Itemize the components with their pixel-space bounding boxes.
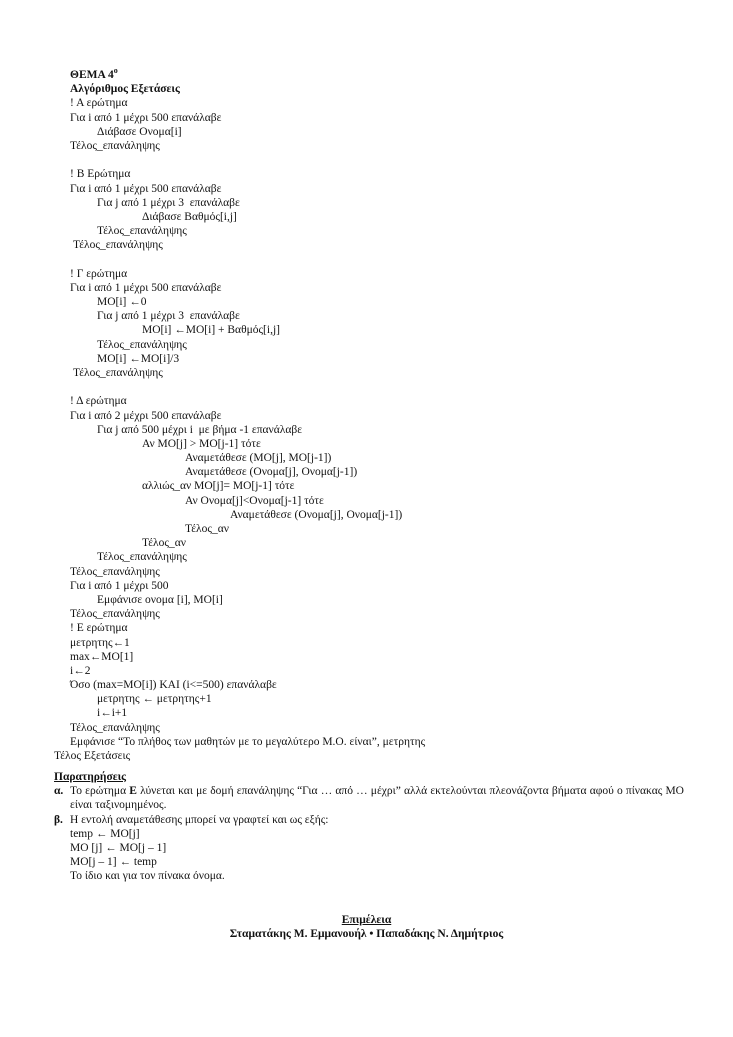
note-text: Το ερώτημα Ε λύνεται και με δομή επανάληψης “Για … από … μέχρι” αλλά εκτελούνται πλεονάζοντα βήματα αφού ο πίνακας ΜΟ είναι ταξινομημένος. [70,785,684,812]
note-marker: β. [54,813,63,826]
code-line: Για i από 1 μέχρι 500 επανάλαβε [70,111,222,124]
code-line: Εμφάνισε ονομα [i], ΜΟ[i] [97,593,223,606]
part-b-comment: ! Β Ερώτημα [70,168,131,181]
code-line: Αναμετάθεσε (Ονομα[j], Ονομα[j-1]) [230,508,403,521]
code-line: Για i από 2 μέχρι 500 επανάλαβε [70,409,222,422]
note-text: Η εντολή αναμετάθεσης μπορεί να γραφτεί και ως εξής: [70,813,329,826]
code-line: i←2 [70,664,91,677]
algorithm-listing [54,66,690,763]
code-line: ΜΟ [j] ← ΜΟ[j – 1] [70,841,167,854]
code-line: Αναμετάθεσε (Ονομα[j], Ονομα[j-1]) [185,466,358,479]
code-line: ΜΟ[i] ←0 [97,296,147,308]
code-line: Αν Ονομα[j]<Ονομα[j-1] τότε [185,494,324,507]
credits-footer [0,913,733,941]
code-line: Για j από 1 μέχρι 3 επανάλαβε [97,196,240,209]
note-beta [54,813,684,827]
note-marker: α. [54,785,64,798]
part-e-comment: ! Ε ερώτημα [70,622,128,635]
code-line: ΜΟ[i] ←ΜΟ[i] + Βαθμός[i,j] [142,324,280,337]
part-c-comment: ! Γ ερώτημα [70,267,128,280]
code-line: Τέλος_αν [142,537,186,550]
code-line: temp ← ΜΟ[j] [70,827,140,840]
code-line: Τέλος_επανάληψης [73,366,163,379]
code-line: Όσο (max=ΜΟ[i]) ΚΑΙ (i<=500) επανάλαβε [70,679,277,692]
notes-heading: Παρατηρήσεις [54,771,127,783]
code-line: Τέλος_επανάληψης [70,721,160,734]
algorithm-title: Αλγόριθμος Εξετάσεις [70,83,180,96]
code-line: αλλιώς_αν ΜΟ[j]= ΜΟ[j-1] τότε [142,480,295,493]
code-line: Διάβασε Ονομα[i] [97,125,182,138]
code-line: Για i από 1 μέχρι 500 επανάλαβε [70,281,222,294]
part-a-comment: ! Α ερώτημα [70,97,128,110]
code-line: Εμφάνισε “Το πλήθος των μαθητών με το μεγαλύτερο Μ.Ο. είναι”, μετρητης [70,735,426,748]
notes-section [54,770,684,884]
code-line: Τέλος_επανάληψης [97,338,187,351]
code-line: Τέλος_επανάληψης [70,139,160,152]
code-line: Τέλος_επανάληψης [97,225,187,238]
code-line: ΜΟ[i] ←ΜΟ[i]/3 [97,352,180,365]
code-line: Για j από 1 μέχρι 3 επανάλαβε [97,310,240,323]
code-line: Διάβασε Βαθμός[i,j] [142,210,237,223]
code-line: max←ΜΟ[1] [70,650,134,663]
note-text: Το ίδιο και για τον πίνακα όνομα. [70,870,225,883]
code-line: μετρητης←1 [70,636,130,649]
code-line: μετρητης ← μετρητης+1 [97,693,212,706]
code-line: Αναμετάθεσε (ΜΟ[j], ΜΟ[j-1]) [185,452,332,465]
code-line: Αν ΜΟ[j] > ΜΟ[j-1] τότε [142,437,261,450]
code-line: Για i από 1 μέχρι 500 [70,579,169,592]
credits-label: Επιμέλεια [341,914,392,926]
credits-authors: Σταματάκης Μ. Εμμανουήλ • Παπαδάκης Ν. Δημήτριος [229,928,504,941]
code-line: ΜΟ[j – 1] ← temp [70,856,157,869]
code-line: Τέλος_επανάληψης [97,551,187,564]
code-line: Τέλος_επανάληψης [70,565,160,578]
code-line: Τέλος_επανάληψης [73,239,163,252]
algorithm-end: Τέλος Εξετάσεις [54,750,131,762]
code-line: Τέλος_επανάληψης [70,608,160,621]
part-d-comment: ! Δ ερώτημα [70,395,127,408]
code-line: Για i από 1 μέχρι 500 επανάλαβε [70,182,222,195]
code-line: Τέλος_αν [185,523,229,535]
note-alpha [54,784,684,812]
code-line: Για j από 500 μέχρι i με βήμα -1 επανάλαβε [97,423,303,436]
code-line: i←i+1 [97,707,128,720]
topic-heading: ΘΕΜΑ $4^o$ [70,66,118,81]
